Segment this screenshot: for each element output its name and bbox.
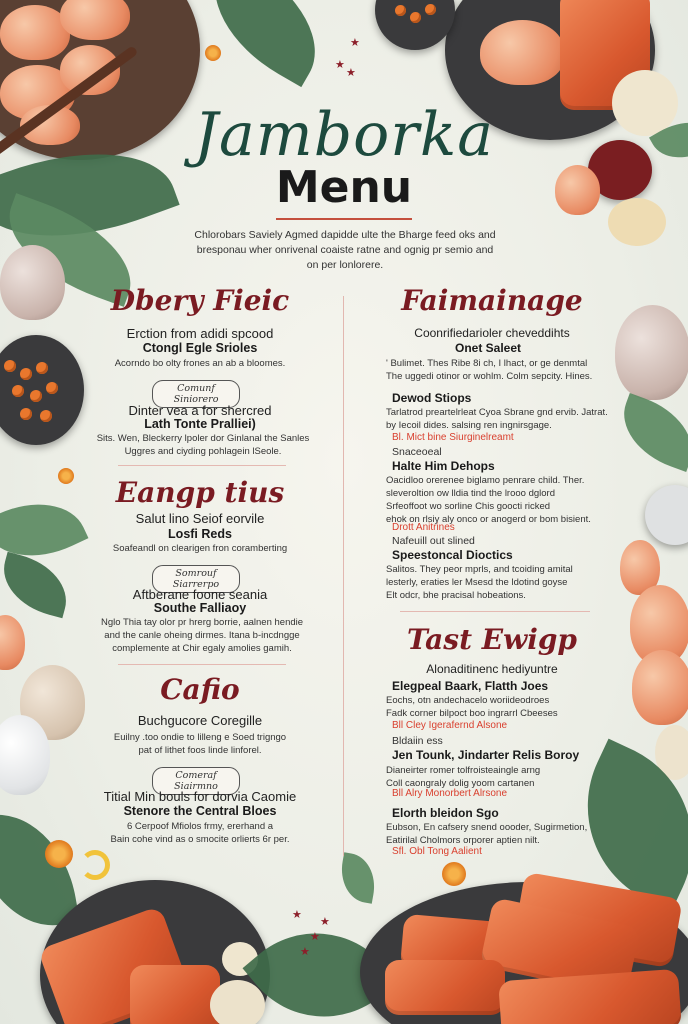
dish-subtitle: Bldaiin ess: [392, 735, 443, 747]
chickpea-icon: [12, 385, 24, 397]
dish-description: [78, 432, 328, 458]
dish-subtitle: Dinter vea a for shercred: [128, 403, 272, 418]
description-line: lesterly, eraties ler Msesd the ldotind goyse: [386, 577, 568, 588]
dish-description: Soafeandl on clearigen fron coramberting: [112, 543, 288, 554]
dish-subtitle: Titial Min bouls for dorvia Caomie: [103, 789, 297, 804]
flower-icon: [45, 840, 73, 868]
section-separator: [118, 465, 286, 466]
dish-name: Halte Him Dehops: [392, 459, 495, 473]
section-tagline: Salut lino Seiof eorvile: [135, 511, 265, 526]
dish-description: [386, 694, 616, 720]
chickpea-icon: [425, 4, 436, 15]
salmon-icon: [385, 960, 505, 1015]
dish-subtitle: Aftberane foone seania: [132, 587, 268, 602]
chickpea-icon: [20, 368, 32, 380]
column-divider: [343, 296, 344, 856]
star-icon: ★: [346, 67, 356, 79]
dish-description: [386, 821, 616, 847]
description-line: 6 Cerpoof Mfiolos frmy, ererhand a: [126, 821, 274, 832]
flower-icon: [205, 45, 221, 61]
section-tagline: Buchgucore Coregille: [137, 713, 263, 728]
description-line: sleveroltion ow lldia tind the lrooo dglord: [386, 488, 555, 499]
title-underline: [276, 218, 412, 220]
section-title: Dbery Fieic: [110, 284, 290, 317]
description-line: ' Bulimet. Thes Ribe 8i ch, I lhact, or ge denmtal: [386, 358, 588, 369]
shrimp-icon: [615, 305, 688, 400]
dish-price-note: Drott Anitrines: [392, 522, 455, 533]
intro-line: bresponau wher onrivenal coaiste ratne and ognig pr semio and: [196, 244, 494, 256]
description-line: Salitos. They peor mprls, and tcoiding amital: [386, 564, 573, 575]
description-line: pat of lithet foos linde linforel.: [138, 745, 262, 756]
description-line: Tarlatrod preartelrleat Cyoa Sbrane gnd ervib. Jatrat.: [386, 407, 608, 418]
star-icon: ★: [320, 916, 330, 928]
section-tagline: Erction from adidi spcood: [126, 326, 274, 341]
dish-badge: Comeraf Siairmno: [152, 767, 240, 795]
section-separator: [118, 664, 286, 665]
chickpea-icon: [20, 408, 32, 420]
description-line: by Iecoil dides. salsing ren ingnirsgage.: [386, 420, 552, 431]
description-line: Uggres and ciyding pohlagein lSeole.: [124, 446, 282, 457]
dish-description: [72, 616, 332, 655]
shrimp-icon: [632, 650, 688, 725]
shrimp-icon: [0, 245, 65, 320]
chickpea-icon: [410, 12, 421, 23]
dish-name: Southe Falliaoy: [153, 601, 247, 615]
shrimp-icon: [480, 20, 565, 85]
dish-badge: Comunf Siniorero: [152, 380, 240, 408]
section-separator: [400, 611, 590, 612]
dish-price-note: Bl. Mict bine Siurginelreamt: [392, 432, 514, 443]
description-line: Sits. Wen, Bleckerry lpoler dor Ginlanal the Sanles: [96, 433, 310, 444]
description-line: The uggedi otinor or wohlm. Colm sepcity. Hines.: [386, 371, 593, 382]
menu-script-title: Jamborka: [193, 100, 495, 170]
dish-description: Acorndo bo olty frones an ab a bloomes.: [114, 358, 286, 369]
section-title: Cafio: [160, 673, 240, 706]
description-line: Bain cohe vind as o smocite orlierts 6r per.: [110, 834, 290, 845]
dish-description: [386, 764, 616, 790]
dish-description: [90, 820, 310, 846]
description-line: Eochs, otn andechacelo woriideodroes: [386, 695, 550, 706]
description-line: Coll caongraly dolig yoom cartanen: [386, 778, 535, 789]
chickpea-icon: [40, 410, 52, 422]
section-tagline: Alonaditinenc hediyuntre: [426, 662, 558, 676]
dish-name: Speestoncal Dioctics: [392, 548, 513, 562]
description-line: Eubson, En cafsery snend oooder, Sugirmetion,: [386, 822, 588, 833]
shrimp-icon: [60, 0, 130, 40]
star-icon: ★: [335, 59, 345, 71]
description-line: Eatirilal Cholmors orporer aptien nilt.: [386, 835, 540, 846]
chickpea-icon: [46, 382, 58, 394]
dish-name: Stenore the Central Bloes: [123, 804, 277, 818]
dish-badge: Somrouf Siarrerpo: [152, 565, 240, 593]
dish-name: Ctongl Egle Srioles: [142, 341, 258, 355]
dish-name: Elorth bleidon Sgo: [392, 806, 499, 820]
dish-name: Elegpeal Baark, Flatth Joes: [392, 679, 549, 693]
dish-price-note: Bll Alry Monorbert Alrsone: [392, 788, 508, 799]
star-icon: ★: [292, 909, 302, 921]
lemon-slice-icon: [80, 850, 110, 880]
chickpea-icon: [395, 5, 406, 16]
section-tagline: Coonrifiedarioler cheveddihts: [414, 326, 570, 340]
dish-price-note: Bll Cley Igerafernd Alsone: [392, 720, 508, 731]
section-title: Faimainage: [401, 284, 583, 317]
description-line: Dianeirter romer tolfroisteaingle arng: [386, 765, 541, 776]
section-title: Eangp tius: [115, 476, 285, 509]
description-line: Nglo Thia tay olor pr hrerg borrie, aalnen hendie: [100, 617, 304, 628]
description-line: Srfeoffoot wo sorline Chis goocti ricked: [386, 501, 551, 512]
dish-name: Dewod Stiops: [392, 391, 472, 405]
flower-icon: [442, 862, 466, 886]
dish-name: Jen Tounk, Jindarter Relis Boroy: [392, 748, 580, 762]
dish-description: [386, 357, 616, 383]
dish-subtitle: Nafeuill out slined: [392, 535, 475, 547]
dish-name: Losfi Reds: [168, 527, 232, 541]
description-line: Fadk corner bilpoct boo ingrarrl Cbeeses: [386, 708, 558, 719]
star-icon: ★: [350, 37, 360, 49]
flower-icon: [58, 468, 74, 484]
intro-text: [180, 228, 510, 273]
dish-description: [386, 563, 616, 602]
chickpea-icon: [4, 360, 16, 372]
intro-line: on per lonlorere.: [306, 259, 384, 271]
description-line: Elt odcr, bhe pracisal hobeations.: [386, 590, 526, 601]
dish-description: [386, 406, 616, 432]
chickpea-icon: [36, 362, 48, 374]
description-line: Euilny .too ondie to lilleng e Soed trigngo: [113, 732, 287, 743]
salmon-icon: [130, 965, 220, 1024]
dish-description: [90, 731, 310, 757]
description-line: Oacidloo orerenee biglamo penrare child. Ther.: [386, 475, 585, 486]
intro-line: Chlorobars Saviely Agmed dapidde ulte the Bharge feed oks and: [194, 229, 496, 241]
menu-title: Menu: [275, 162, 413, 213]
chickpea-icon: [30, 390, 42, 402]
bulb-icon: [210, 980, 265, 1024]
star-icon: ★: [310, 931, 320, 943]
dish-subtitle: Snaceoeal: [392, 446, 442, 458]
dish-price-note: Sfl. Obl Tong Aalient: [392, 846, 482, 857]
star-icon: ★: [300, 946, 310, 958]
section-title: Tast Ewigp: [407, 623, 577, 656]
dish-description: [386, 474, 616, 526]
dish-name: Lath Tonte Pralliei): [144, 417, 256, 431]
dish-name: Onet Saleet: [455, 341, 522, 355]
description-line: and the canle oheing dirmes. Itana b-incdngge: [104, 630, 300, 641]
description-line: complemente at Chir egaly amolies gamih.: [112, 643, 292, 654]
description-line: ehok on rlsiy aly onco or anogerd or bom bisient.: [386, 514, 591, 525]
